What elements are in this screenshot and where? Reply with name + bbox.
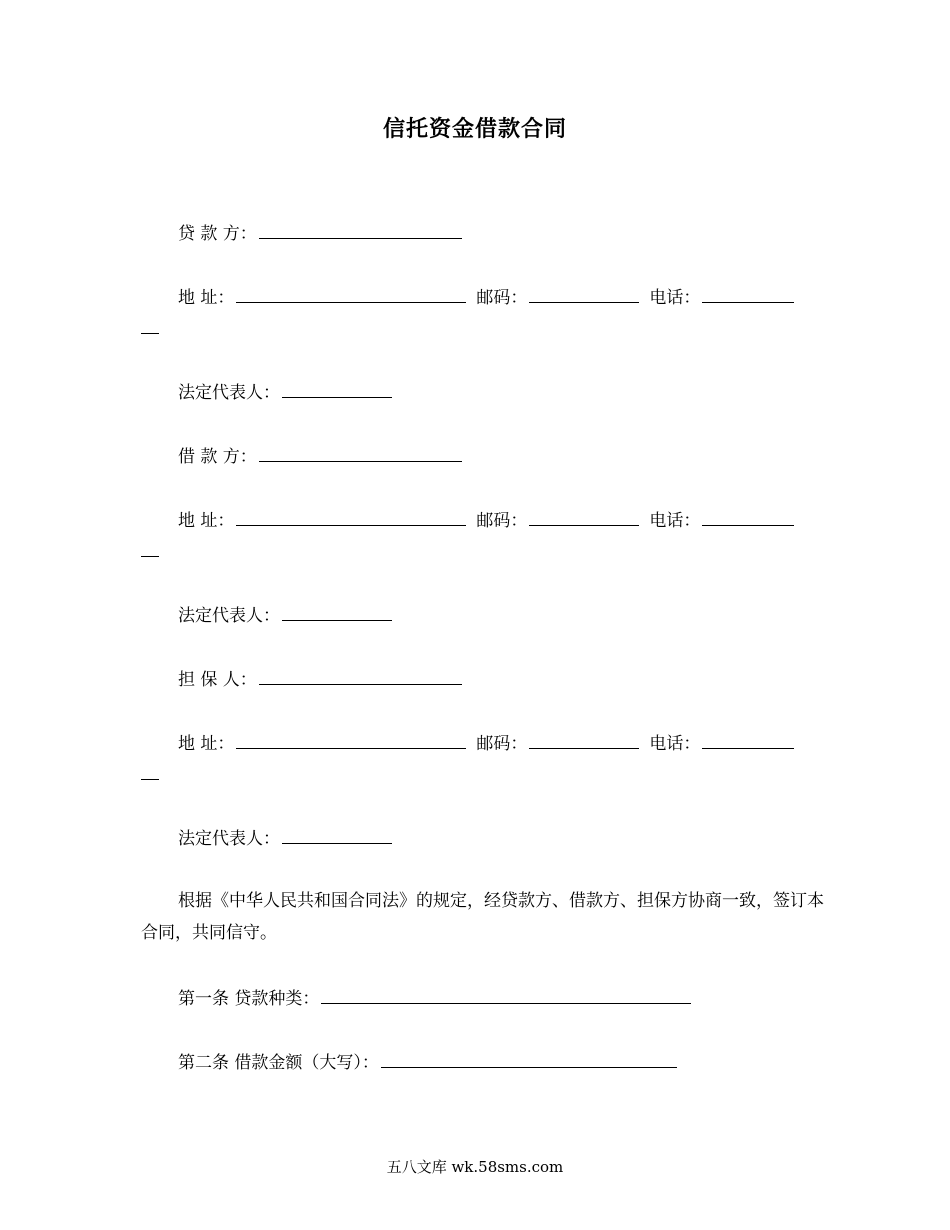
legal-rep-label: 法定代表人：	[178, 606, 280, 626]
phone-label: 电话：	[649, 734, 701, 754]
article-2-line	[178, 1049, 677, 1075]
guarantor-legal-rep-line	[178, 825, 392, 851]
lender-legal-rep-blank[interactable]	[282, 379, 392, 398]
guarantor-postcode-blank[interactable]	[529, 730, 639, 749]
lender-phone-overflow	[141, 333, 159, 334]
borrower-postcode-blank[interactable]	[529, 507, 639, 526]
address-label: 地 址：	[178, 511, 235, 531]
loan-amount-blank[interactable]	[381, 1049, 677, 1068]
borrower-line	[178, 443, 462, 469]
lender-blank[interactable]	[259, 220, 462, 239]
footer-watermark: 五八文库 wk.58sms.com	[386, 1158, 564, 1176]
guarantor-address-line	[178, 730, 794, 756]
borrower-blank[interactable]	[259, 443, 462, 462]
lender-address-line	[178, 284, 794, 310]
lender-postcode-blank[interactable]	[529, 284, 639, 303]
lender-legal-rep-line	[178, 379, 392, 405]
postcode-label: 邮码：	[476, 288, 528, 308]
lender-address-blank[interactable]	[236, 284, 466, 303]
lender-line	[178, 220, 462, 246]
guarantor-address-blank[interactable]	[236, 730, 466, 749]
guarantor-line	[178, 666, 462, 692]
legal-rep-label: 法定代表人：	[178, 383, 280, 403]
borrower-label: 借 款 方：	[178, 447, 257, 467]
address-label: 地 址：	[178, 288, 235, 308]
borrower-phone-overflow	[141, 556, 159, 557]
lender-label: 贷 款 方：	[178, 224, 257, 244]
article-1-line	[178, 985, 691, 1011]
borrower-address-line	[178, 507, 794, 533]
preamble-paragraph: 根据《中华人民共和国合同法》的规定，经贷款方、借款方、担保方协商一致，签订本合同，共同信守。	[141, 891, 824, 943]
phone-label: 电话：	[649, 288, 701, 308]
guarantor-blank[interactable]	[259, 666, 462, 685]
phone-label: 电话：	[649, 511, 701, 531]
loan-type-blank[interactable]	[321, 985, 691, 1004]
guarantor-phone-overflow	[141, 779, 159, 780]
borrower-address-blank[interactable]	[236, 507, 466, 526]
article-1-label: 第一条 贷款种类：	[178, 989, 320, 1009]
borrower-legal-rep-line	[178, 602, 392, 628]
document-title: 信托资金借款合同	[382, 116, 567, 142]
guarantor-legal-rep-blank[interactable]	[282, 825, 392, 844]
guarantor-phone-blank[interactable]	[702, 730, 794, 749]
postcode-label: 邮码：	[476, 734, 528, 754]
borrower-phone-blank[interactable]	[702, 507, 794, 526]
lender-phone-blank[interactable]	[702, 284, 794, 303]
legal-rep-label: 法定代表人：	[178, 829, 280, 849]
address-label: 地 址：	[178, 734, 235, 754]
article-2-label: 第二条 借款金额（大写）：	[178, 1053, 379, 1073]
borrower-legal-rep-blank[interactable]	[282, 602, 392, 621]
guarantor-label: 担 保 人：	[178, 670, 257, 690]
postcode-label: 邮码：	[476, 511, 528, 531]
